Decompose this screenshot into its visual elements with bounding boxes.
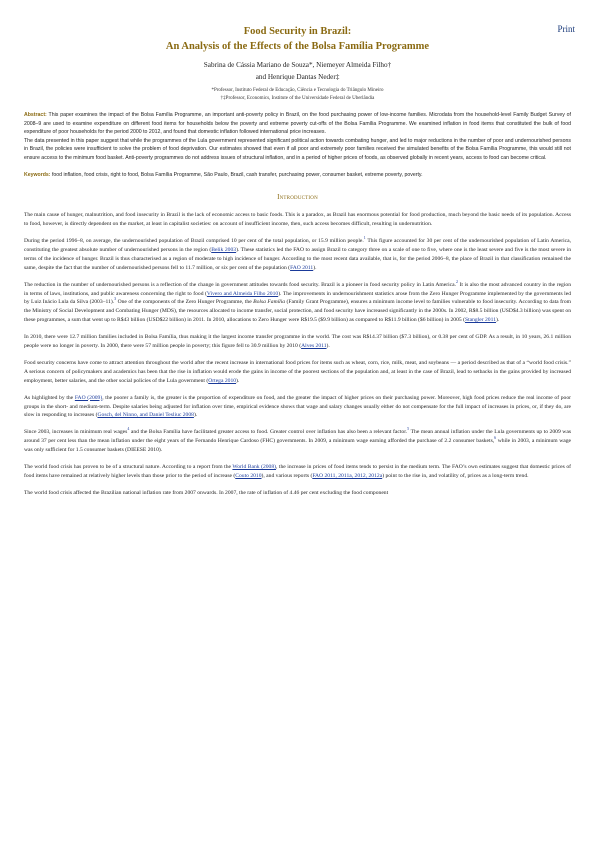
footnote-ref-2[interactable]: 2 bbox=[456, 278, 459, 284]
citation-link[interactable]: Couto 2010 bbox=[235, 473, 262, 479]
article-title bbox=[24, 24, 571, 54]
authors-line-1: Sabrina de Cássia Mariano de Souza*, Niemeyer Almeida Filho† bbox=[203, 61, 392, 69]
keywords-label: Keywords: bbox=[24, 171, 51, 178]
citation-link[interactable]: FAO (2009) bbox=[74, 394, 103, 401]
affiliations bbox=[24, 87, 571, 103]
footnote-ref-3[interactable]: 3 bbox=[114, 296, 117, 302]
footnote-ref-5[interactable]: 5 bbox=[407, 426, 410, 432]
paragraph-8: The world food crisis has proven to be of a structural nature. According to a report from the World Bank (2008), the increase in prices of food items tends to persist in the medium term. The FAO’s own estimates suggest that domestic prices of food items have remained at relatively higher levels than those prior to the period of increase (Couto 2010), and various reports (FAO 2011, 2011a, 2012, 2012a) point to the rise in, and volatility of, prices as a long-term trend. bbox=[24, 464, 571, 479]
affiliation-2: †‡Professor, Economics, Institute of the Universidade Federal de Uberlândia bbox=[220, 96, 375, 101]
citation-link[interactable]: Ortega 2010 bbox=[208, 377, 237, 384]
paragraph-2: During the period 1996–8, on average, the undernourished population of Brazil comprised 10 per cent of the total population, or 15.9 million people.$^1$ This figure accounted for 30 per cent of the undernourished population of Latin America, constituting the greatest absolute number of undernourished persons in the region (Belik 2003). These statistics led the FAO to assign Brazil to category three on a scale of one to five, where one is the least severe and five is the most severe in terms of the incidence of hunger. Brazil is thus characterised as a region of moderate to high incidence of hunger. According to the most recent data available, that is, for the period 2006–8, the place of Brazil in that classification remained the same, despite the fact that the number of undernourished persons fell to 11.7 million, or six per cent of the population (FAO 2011). bbox=[24, 235, 572, 271]
paragraph-4: In 2010, there were 12.7 million families included in Bolsa Família, thus making it the largest income transfer programme in the world. The cost was R$14.37 billion ($7.3 billion), or 0.38 per cent of GDP. As a result, in 10 years, 26.1 million people were no longer in poverty. In 2000, there were 57 million people in poverty; this figure fell to 30.9 million by 2010 (Alves 2011). bbox=[24, 334, 571, 350]
paragraph-1: The main cause of hunger, malnutrition, and food insecurity in Brazil is the lack of economic access to basic foods. This is a paradox, as Brazil has enormous potential for food production, much beyond the basic needs of its population. Access to food, however, is directly dependent on the market, at least in capitalist societies: on account of insufficient income, then, such access becomes difficult, resulting in undernutrition. bbox=[24, 212, 571, 228]
authors-line-2: and Henrique Dantas Neder‡ bbox=[255, 72, 340, 81]
citation-link[interactable]: Belik 2003 bbox=[211, 246, 237, 253]
citation-link[interactable]: Gosch, del Ninno, and Daniel Tesliuc 2008 bbox=[97, 412, 194, 419]
footnote-ref-1[interactable]: 1 bbox=[363, 235, 366, 241]
paragraph-3: The reduction in the number of undernourished persons is a reflection of the change in government attitudes towards food security. Brazil is a pioneer in food security policy in Latin America.$^2$ It is also the most advanced country in the region in terms of laws, institutions, and public awareness concerning the right to food (Vivero and Almeida Filho 2010). The improvements in undernourishment statistics arose from the Zero Hunger Programme implemented by the governments led by Luiz Inácio Lula da Silva (2003–11).$^3$ One of the components of the Zero Hunger Programme, the Bolsa Família (Family Grant Programme), ensures a minimum income level to families vulnerable to food insecurity. According to data from the Ministry of Social Development and Combating Hunger (MDS), the resources allocated to income transfer, social protection, and food security have increased significantly in the 2000s. In 2002, R$8.5 billion (USD$4.3 billion) was spent on these programmes, a sum that went up to R$43 billion (USD$22 billion) in 2011. In 2010, allocations to Zero Hunger were R$19.5 ($9.9 billion) as compared to R$11.9 billion ($6 billion) in 2005 (Stangler 2011). bbox=[24, 278, 571, 324]
paragraph-7: Since 2003, increases in minimum real wages$^4$ and the Bolsa Família have facilitated greater access to food. Greater control over inflation has also been a relevant factor.$^5$ The mean annual inflation under the Lula governments up to 2009 was around 37 per cent less than the mean inflation under the eight years of the Fernando Henrique Cardoso (FHC) governments. In 2009, a minimum wage earning afforded the purchase of 2.2 consumer baskets,$^6$ while in 2003, a minimum wage was only sufficient for 1.5 consumer baskets (DIEESE 2010). bbox=[24, 426, 572, 454]
affiliation-1: *Professor, Instituto Federal de Educação, Ciência e Tecnologia do Triângulo Mineiro bbox=[211, 88, 384, 93]
citation-link[interactable]: Stangler 2011 bbox=[464, 317, 496, 324]
citation-link[interactable]: World Bank (2008) bbox=[232, 464, 277, 471]
keywords bbox=[24, 171, 571, 180]
keywords-text: food inflation, food crisis, right to food, Bolsa Família Programme, São Paulo, Brazil, cash transfer, purchasing power, consumer basket, extreme poverty, poverty. bbox=[50, 171, 423, 178]
footnote-ref-6[interactable]: 6 bbox=[494, 435, 497, 441]
title-line-2: An Analysis of the Effects of the Bolsa Família Programme bbox=[165, 41, 430, 52]
abstract-text-2: The data presented in this paper suggest that while the programmes of the Lula government represented significant political action towards combating hunger, and led to major reductions in the number of poor and undernourished persons in Brazil, the policies were insufficient to solve the problem of food deprivation. Our estimates showed that even if all poor and extremely poor families received the simulated benefits of the Bolsa Família Programme, this would still not ensure access to the minimum food basket. Anti-poverty programmes do not address issues of structural inflation, and in a period of higher prices of foods, as observed globally in recent years, access to food can become critical. bbox=[24, 137, 571, 161]
citation-link[interactable]: Vivero and Almeida Filho 2010 bbox=[206, 290, 279, 297]
title-line-1: Food Security in Brazil: bbox=[243, 26, 352, 37]
author-list bbox=[24, 60, 571, 83]
citation-link[interactable]: Alves 2011 bbox=[301, 343, 327, 350]
abstract-text: This paper examines the impact of the Bolsa Família Programme, an important anti-poverty policy in Brazil, on the food purchasing power of low-income families. Microdata from the household-level Family Budget Survey of 2008–9 are used to examine expenditure on different food items for households below the poverty and extreme poverty cut-offs of the Bolsa Família Programme. We examined inflation in food items that constituted the bulk of food expenditure of poor households for the period 2000 to 2012, and found that domestic inflation followed international price increases. bbox=[24, 112, 571, 136]
print-link[interactable]: Print bbox=[557, 24, 575, 34]
citation-link[interactable]: FAO 2011 bbox=[290, 264, 314, 271]
paragraph-5: Food security concerns have come to attract attention throughout the world after the recent increase in international food prices for items such as wheat, corn, rice, milk, meat, and soybeans — a period described as that of a “world food crisis.” A serious concern of policymakers and academics has been that the rise in inflation would erode the gains in income of the poorest sections of the population and, at least in the case of Brazil, lead to setbacks in the gains provided by increased employment, better salaries, and the other social policies of the Lula government (Ortega 2010). bbox=[24, 359, 571, 384]
paragraph-9: The world food crisis affected the Brazilian national inflation rate from 2007 onwards. In 2007, the rate of inflation of 4.46 per cent excluding the food component bbox=[24, 489, 389, 496]
citation-link[interactable]: FAO 2011, 2011a, 2012, 2012a bbox=[312, 473, 383, 479]
abstract bbox=[24, 111, 571, 163]
paragraph-6: As highlighted by the FAO (2009), the poorer a family is, the greater is the proportion of expenditure on food, and the greater the impact of higher prices on their purchasing power. Moreover, high food prices reduce the real income of poor groups in the short- and medium-term. Despite salaries being adjusted for inflation over time, empirical evidence shows that wage and salary changes usually either do not compensate for the full impact of increases in prices, or, if they do, are slow in responding to increases (Gosch, del Ninno, and Daniel Tesliuc 2008). bbox=[24, 394, 572, 419]
section-heading-introduction: Introduction bbox=[277, 193, 318, 202]
footnote-ref-4[interactable]: 4 bbox=[127, 426, 130, 432]
abstract-label: Abstract: bbox=[24, 112, 47, 118]
